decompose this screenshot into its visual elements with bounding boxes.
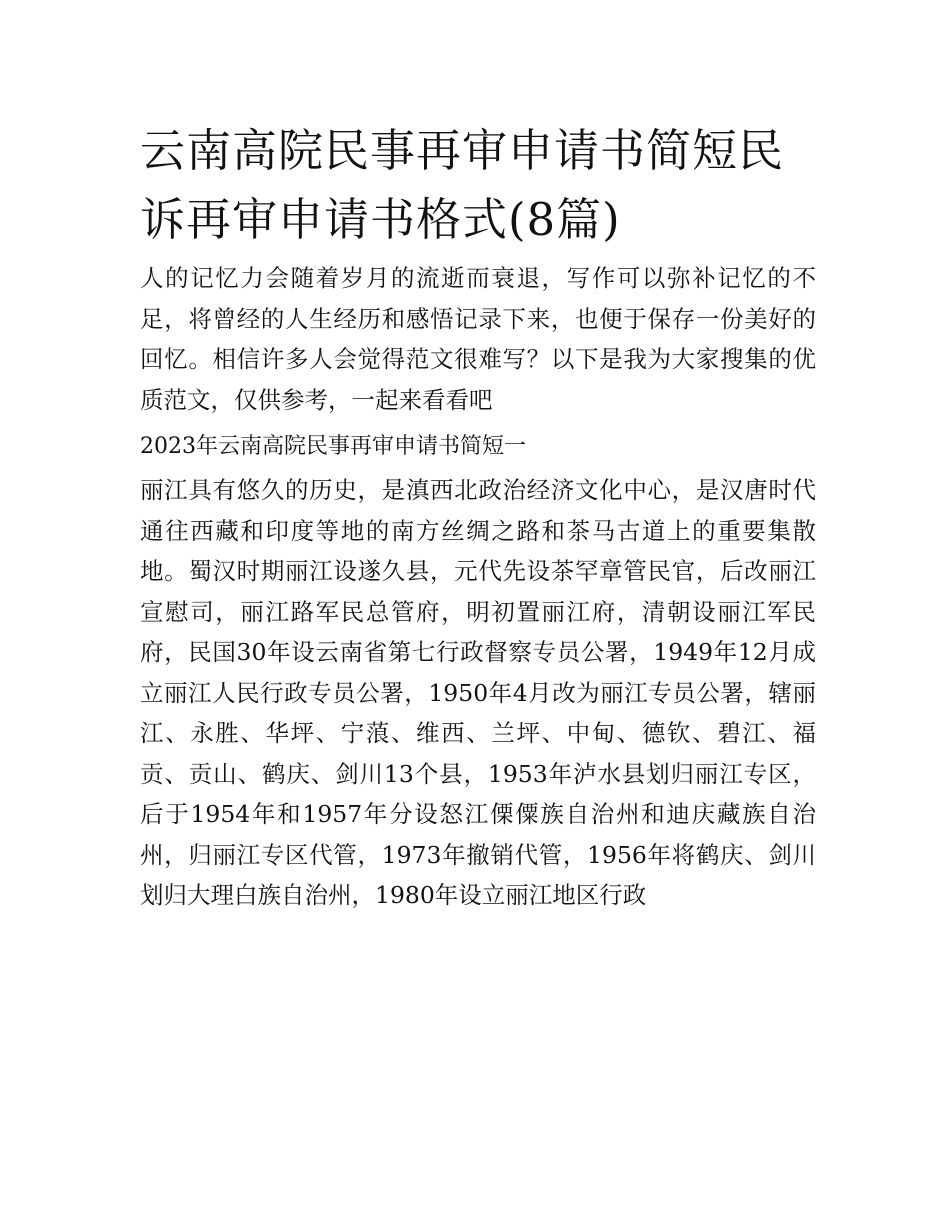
section-heading: 2023年云南高院民事再审申请书简短一 <box>140 434 526 459</box>
document-title: 云南高院民事再审申请书简短民诉再审申请书格式(8篇) <box>140 124 785 246</box>
document-page <box>140 116 816 916</box>
body-paragraph: 丽江具有悠久的历史，是滇西北政治经济文化中心，是汉唐时代通往西藏和印度等地的南方丝绸之路和茶马古道上的重要集散地。蜀汉时期丽江设遂久县，元代先设茶罕章管民官，后改丽江宣慰司，丽江路军民总管府，明初置丽江府，清朝设丽江军民府，民国30年设云南省第七行政督察专员公署，1949年12月成立丽江人民行政专员公署，1950年4月改为丽江专员公署，辖丽江、永胜、华坪、宁蒗、维西、兰坪、中甸、德钦、碧江、福贡、贡山、鹤庆、剑川13个县，1953年泸水县划归丽江专区，后于1954年和1957年分设怒江傈僳族自治州和迪庆藏族自治州，归丽江专区代管，1973年撤销代管，1956年将鹤庆、剑川划归大理白族自治州，1980年设立丽江地区行政 <box>140 476 816 909</box>
intro-paragraph: 人的记忆力会随着岁月的流逝而衰退，写作可以弥补记忆的不足，将曾经的人生经历和感悟记录下来，也便于保存一份美好的回忆。相信许多人会觉得范文很难写？以下是我为大家搜集的优质范文，仅供参考，一起来看看吧 <box>140 264 816 414</box>
